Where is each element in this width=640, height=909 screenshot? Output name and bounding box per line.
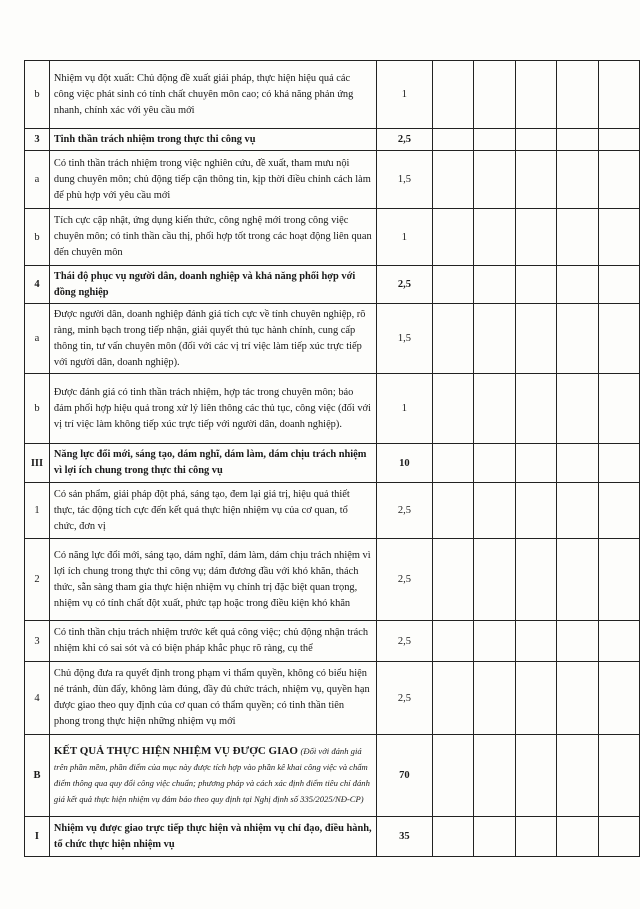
score-cell: [557, 444, 598, 483]
score-cell: [515, 817, 556, 857]
score-cell: [557, 539, 598, 621]
score-cell: [515, 61, 556, 129]
max-score: 35: [376, 817, 432, 857]
table-row: [25, 621, 640, 662]
row-index: 4: [25, 662, 50, 735]
score-cell: [557, 817, 598, 857]
max-score: 1: [376, 61, 432, 129]
score-cell: [515, 444, 556, 483]
row-index: 1: [25, 483, 50, 539]
score-cell: [557, 61, 598, 129]
table-row: [25, 304, 640, 374]
criterion-text: Có sản phẩm, giải pháp đột phá, sáng tạo, đem lại giá trị, hiệu quả thiết thực, tác động tích cực đến kết quả thực hiện nhiệm vụ của cơ quan, tổ chức, đơn vị: [49, 483, 376, 539]
score-cell: [557, 374, 598, 444]
score-cell: [433, 621, 474, 662]
criterion-text: Tích cực cập nhật, ứng dụng kiến thức, công nghệ mới trong công việc chuyên môn; có tinh thần cầu thị, phối hợp tốt trong các hoạt động liên quan đến chuyên môn: [49, 209, 376, 266]
score-cell: [474, 621, 515, 662]
score-cell: [433, 662, 474, 735]
score-cell: [515, 266, 556, 304]
score-cell: [598, 662, 639, 735]
score-cell: [557, 304, 598, 374]
max-score: 1: [376, 209, 432, 266]
score-cell: [557, 129, 598, 151]
table-row: [25, 444, 640, 483]
criterion-text: [49, 735, 376, 817]
score-cell: [433, 735, 474, 817]
score-cell: [474, 129, 515, 151]
max-score: 2,5: [376, 662, 432, 735]
score-cell: [598, 444, 639, 483]
score-cell: [515, 539, 556, 621]
max-score: 70: [376, 735, 432, 817]
score-cell: [433, 209, 474, 266]
table-row: [25, 266, 640, 304]
criterion-text: Nhiệm vụ được giao trực tiếp thực hiện và nhiệm vụ chỉ đạo, điều hành, tổ chức thực hiện nhiệm vụ: [49, 817, 376, 857]
score-cell: [515, 209, 556, 266]
score-cell: [474, 374, 515, 444]
score-cell: [598, 266, 639, 304]
score-cell: [474, 539, 515, 621]
score-cell: [474, 483, 515, 539]
score-cell: [557, 266, 598, 304]
criterion-text: Được đánh giá có tinh thần trách nhiệm, hợp tác trong chuyên môn; bảo đảm phối hợp hiệu quả trong xử lý liên thông các thủ tục, công việc (đối với vị trí việc làm không tiếp xúc trực tiếp với người dân, doanh nghiệp).: [49, 374, 376, 444]
score-cell: [433, 129, 474, 151]
criterion-text: Được người dân, doanh nghiệp đánh giá tích cực về tính chuyên nghiệp, rõ ràng, minh bạch trong tiếp nhận, giải quyết thủ tục hành chính, cung cấp thông tin, tư vấn chuyên môn (đối với các vị trí việc làm tiếp xúc trực tiếp với người dân, doanh nghiệp).: [49, 304, 376, 374]
score-cell: [433, 539, 474, 621]
criterion-text: Có năng lực đổi mới, sáng tạo, dám nghĩ, dám làm, dám chịu trách nhiệm vì lợi ích chung trong thực thi công vụ; dám đương đầu với khó khăn, thách thức, sẵn sàng tham gia thực hiện nhiệm vụ chính trị đặc biệt quan trọng, nhiệm vụ có tính chất đột xuất, phức tạp hoặc trong điều kiện khó khăn: [49, 539, 376, 621]
table-row: [25, 662, 640, 735]
table-row: [25, 374, 640, 444]
criterion-text: Chủ động đưa ra quyết định trong phạm vi thẩm quyền, không có biểu hiện né tránh, đùn đẩy, không làm đúng, đầy đủ chức trách, nhiệm vụ, quyền hạn được giao theo quy định của cơ quan có thẩm quyền; có tinh thần tiên phong trong thực hiện những nhiệm vụ mới: [49, 662, 376, 735]
score-cell: [557, 209, 598, 266]
table-row: [25, 209, 640, 266]
table-row: [25, 61, 640, 129]
max-score: 2,5: [376, 266, 432, 304]
score-cell: [515, 621, 556, 662]
max-score: 1: [376, 374, 432, 444]
score-cell: [515, 483, 556, 539]
score-cell: [598, 539, 639, 621]
row-index: a: [25, 151, 50, 209]
score-cell: [557, 735, 598, 817]
max-score: 2,5: [376, 483, 432, 539]
score-cell: [474, 735, 515, 817]
table-row: [25, 817, 640, 857]
table-row: [25, 539, 640, 621]
score-cell: [598, 304, 639, 374]
score-cell: [557, 621, 598, 662]
score-cell: [433, 483, 474, 539]
score-cell: [433, 266, 474, 304]
row-index: a: [25, 304, 50, 374]
score-cell: [474, 209, 515, 266]
row-index: b: [25, 61, 50, 129]
max-score: 10: [376, 444, 432, 483]
score-cell: [598, 374, 639, 444]
max-score: 2,5: [376, 539, 432, 621]
score-cell: [598, 621, 639, 662]
criterion-text: Có tinh thần chịu trách nhiệm trước kết quả công việc; chủ động nhận trách nhiệm khi có sai sót và có biện pháp khắc phục rõ ràng, cụ thể: [49, 621, 376, 662]
score-cell: [515, 374, 556, 444]
row-index: b: [25, 374, 50, 444]
score-cell: [515, 151, 556, 209]
row-index: b: [25, 209, 50, 266]
score-cell: [433, 374, 474, 444]
max-score: 2,5: [376, 129, 432, 151]
score-cell: [433, 304, 474, 374]
table-row: [25, 483, 640, 539]
score-cell: [557, 662, 598, 735]
score-cell: [598, 151, 639, 209]
score-cell: [598, 61, 639, 129]
row-index: 4: [25, 266, 50, 304]
score-cell: [474, 817, 515, 857]
max-score: 1,5: [376, 151, 432, 209]
criterion-text: Tinh thần trách nhiệm trong thực thi công vụ: [49, 129, 376, 151]
section-b-note: (Đối với đánh giá trên phần mềm, phần điểm của mục này được tích hợp vào phần kê khai công việc và chấm điểm thông qua quy đổi công việc chuẩn; phương pháp và cách xác định điểm tiêu chí đánh giá kết quả thực hiện nhiệm vụ đảm bảo theo quy định tại Nghị định số 335/2025/NĐ-CP): [53, 746, 370, 804]
score-cell: [474, 444, 515, 483]
score-cell: [557, 151, 598, 209]
table-row: [25, 735, 640, 817]
score-cell: [433, 817, 474, 857]
score-cell: [515, 129, 556, 151]
score-cell: [433, 61, 474, 129]
score-cell: [433, 151, 474, 209]
criterion-text: Thái độ phục vụ người dân, doanh nghiệp và khả năng phối hợp với đồng nghiệp: [49, 266, 376, 304]
score-cell: [474, 61, 515, 129]
section-b-title: KẾT QUẢ THỰC HIỆN NHIỆM VỤ ĐƯỢC GIAO: [53, 745, 298, 757]
evaluation-criteria-table: [24, 60, 640, 857]
row-index: I: [25, 817, 50, 857]
max-score: 1,5: [376, 304, 432, 374]
score-cell: [515, 662, 556, 735]
score-cell: [515, 735, 556, 817]
score-cell: [598, 817, 639, 857]
table-row: [25, 129, 640, 151]
score-cell: [598, 209, 639, 266]
criterion-text: Có tinh thần trách nhiệm trong việc nghiên cứu, đề xuất, tham mưu nội dung chuyên môn; chủ động tiếp cận thông tin, kịp thời điều chỉnh cách làm để phù hợp với yêu cầu mới: [49, 151, 376, 209]
score-cell: [598, 129, 639, 151]
score-cell: [598, 483, 639, 539]
score-cell: [433, 444, 474, 483]
row-index: 3: [25, 129, 50, 151]
row-index: 2: [25, 539, 50, 621]
score-cell: [474, 266, 515, 304]
row-index: III: [25, 444, 50, 483]
row-index: B: [25, 735, 50, 817]
score-cell: [598, 735, 639, 817]
row-index: 3: [25, 621, 50, 662]
score-cell: [474, 662, 515, 735]
criterion-text: Nhiệm vụ đột xuất: Chủ động đề xuất giải pháp, thực hiện hiệu quả các công việc phát sinh có tính chất chuyên môn cao; có khả năng phản ứng nhanh, chính xác với yêu cầu mới: [49, 61, 376, 129]
table-row: [25, 151, 640, 209]
criterion-text: Năng lực đổi mới, sáng tạo, dám nghĩ, dám làm, dám chịu trách nhiệm vì lợi ích chung trong thực thi công vụ: [49, 444, 376, 483]
score-cell: [474, 151, 515, 209]
score-cell: [557, 483, 598, 539]
score-cell: [515, 304, 556, 374]
score-cell: [474, 304, 515, 374]
max-score: 2,5: [376, 621, 432, 662]
